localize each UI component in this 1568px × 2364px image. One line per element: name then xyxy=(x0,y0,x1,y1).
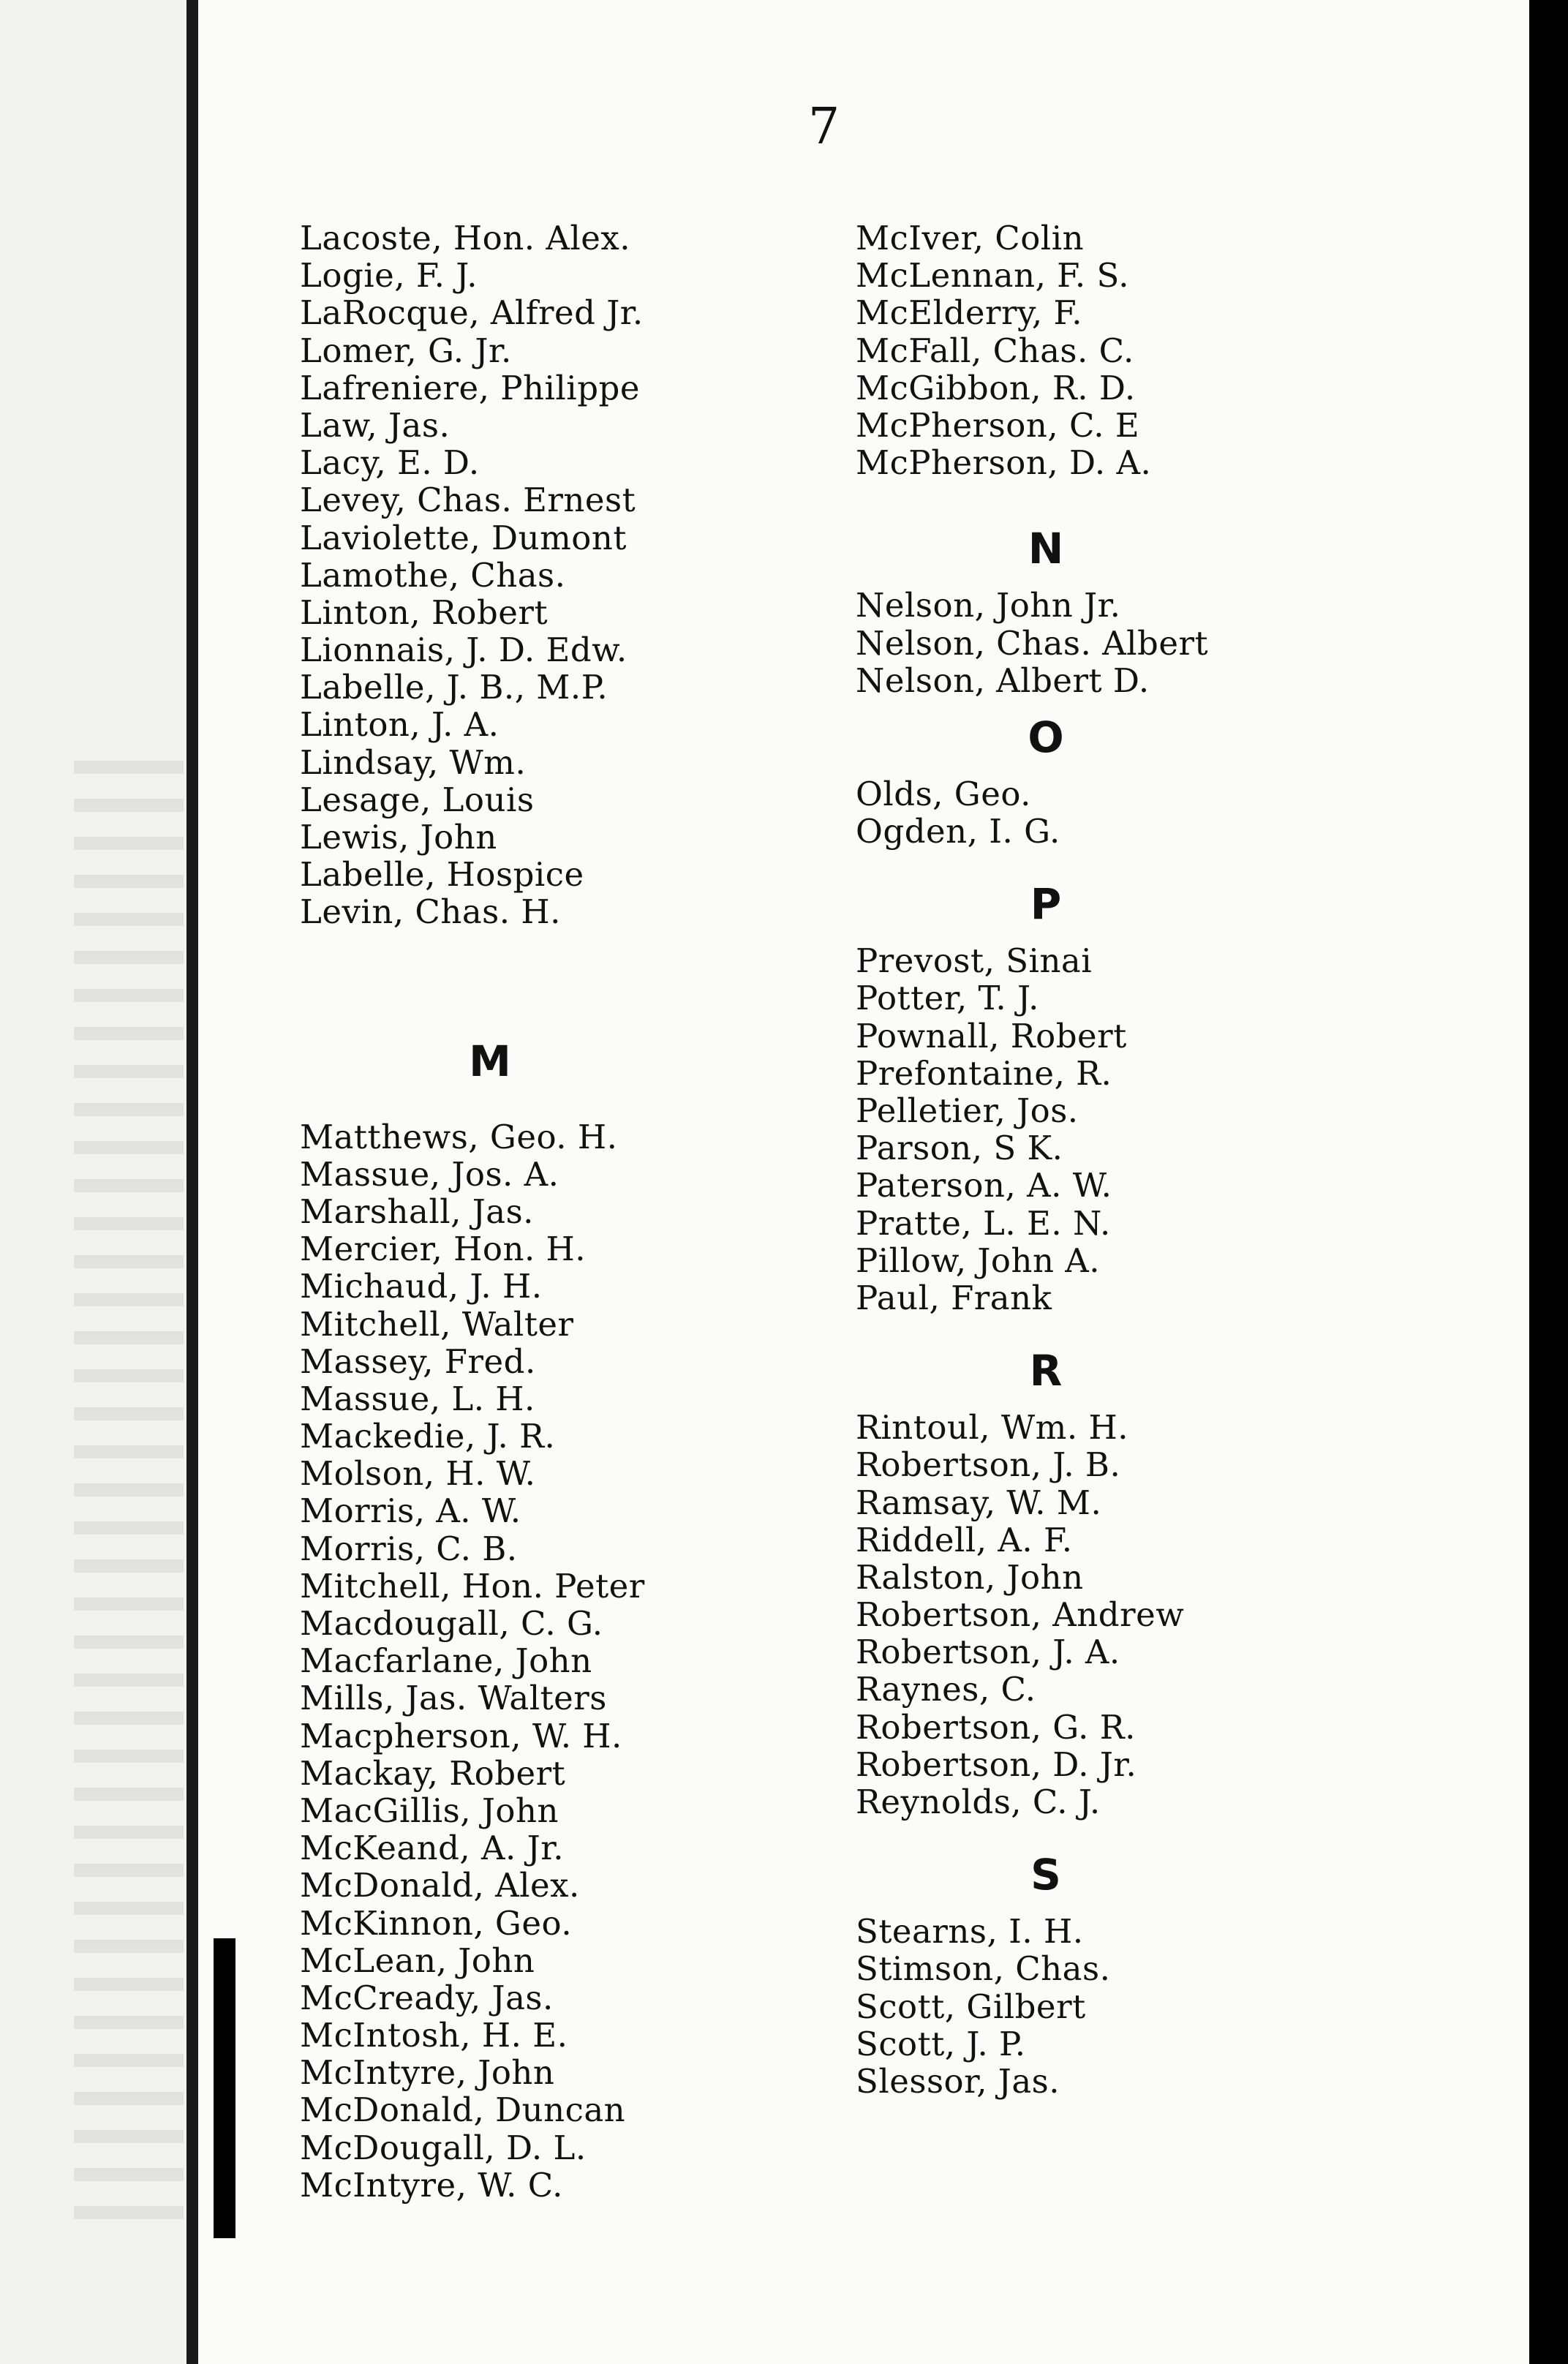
list-item: Lacy, E. D. xyxy=(300,443,480,483)
list-item: McLean, John xyxy=(300,1940,535,1980)
list-item: McKinnon, Geo. xyxy=(300,1903,573,1943)
list-item: Nelson, John Jr. xyxy=(856,586,1121,625)
list-item: LaRocque, Alfred Jr. xyxy=(300,293,644,333)
list-item: Law, Jas. xyxy=(300,405,451,445)
list-item: Pelletier, Jos. xyxy=(856,1091,1079,1130)
list-item: Parson, S K. xyxy=(856,1129,1063,1168)
section-letter-p: P xyxy=(1030,879,1062,930)
list-item: Mercier, Hon. H. xyxy=(300,1230,587,1269)
list-item: McLennan, F. S. xyxy=(856,256,1130,296)
list-item: McIntyre, John xyxy=(300,2053,555,2093)
list-item: Ramsay, W. M. xyxy=(856,1483,1102,1522)
section-letter-m: M xyxy=(469,1036,511,1086)
list-item: Stearns, I. H. xyxy=(856,1912,1084,1951)
list-item: Robertson, D. Jr. xyxy=(856,1744,1137,1784)
list-item: Robertson, G. R. xyxy=(856,1707,1136,1747)
section-m xyxy=(300,1023,826,2204)
list-item: McDonald, Duncan xyxy=(300,2090,626,2130)
list-item: Prevost, Sinai xyxy=(856,941,1093,981)
facing-page-edge xyxy=(0,0,186,2364)
list-item: Robertson, J. A. xyxy=(856,1633,1120,1672)
list-item: Rintoul, Wm. H. xyxy=(856,1408,1128,1448)
list-item: McPherson, C. E xyxy=(856,405,1140,445)
list-item: McIntosh, H. E. xyxy=(300,2016,568,2055)
list-item: Pratte, L. E. N. xyxy=(856,1203,1111,1243)
list-item: Prefontaine, R. xyxy=(856,1053,1112,1093)
scan-right-edge xyxy=(1529,0,1568,2364)
list-item: Lafreniere, Philippe xyxy=(300,368,640,407)
list-item: Laviolette, Dumont xyxy=(300,518,627,557)
list-item: McIver, Colin xyxy=(856,219,1085,257)
section-r xyxy=(856,1333,1382,1821)
list-item: Lamothe, Chas. xyxy=(300,555,566,595)
list-item: Logie, F. J. xyxy=(300,256,478,296)
list-item: Raynes, C. xyxy=(856,1670,1036,1709)
list-item: Pillow, John A. xyxy=(856,1241,1101,1280)
list-item: Massue, Jos. A. xyxy=(300,1154,559,1194)
list-item: Nelson, Albert D. xyxy=(856,660,1150,700)
list-item: Macdougall, C. G. xyxy=(300,1604,603,1643)
list-item: Pownall, Robert xyxy=(856,1016,1127,1055)
list-item: Marshall, Jas. xyxy=(300,1192,534,1231)
list-item: Lacoste, Hon. Alex. xyxy=(300,219,631,257)
list-item: Scott, J. P. xyxy=(856,2024,1026,2063)
list-item: Macpherson, W. H. xyxy=(300,1716,622,1755)
list-item: McDougall, D. L. xyxy=(300,2128,587,2167)
section-mc xyxy=(856,219,1382,481)
section-letter-r: R xyxy=(1029,1346,1063,1396)
list-item: Ogden, I. G. xyxy=(856,812,1060,851)
list-item: Ralston, John xyxy=(856,1557,1084,1597)
page-number: 7 xyxy=(808,98,840,156)
section-s xyxy=(856,1837,1382,2100)
list-item: Nelson, Chas. Albert xyxy=(856,623,1209,663)
left-column xyxy=(300,219,826,2204)
list-item: Lewis, John xyxy=(300,818,497,857)
list-item: Mills, Jas. Walters xyxy=(300,1679,607,1718)
list-item: McDonald, Alex. xyxy=(300,1866,580,1905)
list-item: Lionnais, J. D. Edw. xyxy=(300,630,627,670)
list-item: Massey, Fred. xyxy=(300,1341,536,1381)
list-item: Stimson, Chas. xyxy=(856,1949,1111,1989)
list-item: McCready, Jas. xyxy=(300,1978,554,2017)
list-item: Lomer, G. Jr. xyxy=(300,331,512,370)
list-item: Olds, Geo. xyxy=(856,774,1031,813)
section-o xyxy=(856,699,1382,850)
list-item: Mitchell, Walter xyxy=(300,1304,574,1344)
list-item: McGibbon, R. D. xyxy=(856,368,1136,407)
list-item: McIntyre, W. C. xyxy=(300,2165,563,2205)
list-item: Massue, L. H. xyxy=(300,1379,535,1418)
list-item: Michaud, J. H. xyxy=(300,1267,543,1306)
book-gutter xyxy=(186,0,198,2364)
list-item: Mackay, Robert xyxy=(300,1753,566,1793)
list-item: MacGillis, John xyxy=(300,1791,559,1830)
list-item: Lesage, Louis xyxy=(300,780,535,819)
list-item: Reynolds, C. J. xyxy=(856,1783,1101,1821)
list-item: Paterson, A. W. xyxy=(856,1166,1112,1205)
list-item: Robertson, J. B. xyxy=(856,1445,1121,1485)
list-item: Scott, Gilbert xyxy=(856,1987,1086,2026)
list-item: Levin, Chas. H. xyxy=(300,892,561,932)
list-item: Linton, Robert xyxy=(300,592,549,632)
section-letter-o: O xyxy=(1028,712,1064,762)
section-p xyxy=(856,866,1382,1317)
list-item: Potter, T. J. xyxy=(856,979,1039,1018)
section-letter-s: S xyxy=(1030,1850,1061,1900)
list-item: McKeand, A. Jr. xyxy=(300,1829,565,1868)
list-item: McFall, Chas. C. xyxy=(856,331,1134,370)
list-item: Molson, H. W. xyxy=(300,1454,536,1494)
gutter-shadow xyxy=(214,1938,235,2238)
list-item: McPherson, D. A. xyxy=(856,443,1152,483)
list-item: Labelle, J. B., M.P. xyxy=(300,668,608,707)
list-item: Riddell, A. F. xyxy=(856,1520,1073,1559)
list-item: Paul, Frank xyxy=(856,1278,1052,1317)
section-l xyxy=(300,219,826,931)
list-item: Labelle, Hospice xyxy=(300,855,584,895)
list-item: Levey, Chas. Ernest xyxy=(300,481,636,520)
section-n xyxy=(856,511,1382,699)
list-item: Linton, J. A. xyxy=(300,705,500,745)
right-column xyxy=(856,219,1382,2100)
list-item: McElderry, F. xyxy=(856,293,1083,333)
list-item: Robertson, Andrew xyxy=(856,1595,1185,1635)
list-item: Mackedie, J. R. xyxy=(300,1417,556,1456)
list-item: Slessor, Jas. xyxy=(856,2061,1060,2101)
list-item: Morris, A. W. xyxy=(300,1491,521,1531)
list-item: Lindsay, Wm. xyxy=(300,742,527,782)
list-item: Macfarlane, John xyxy=(300,1641,592,1681)
list-item: Morris, C. B. xyxy=(300,1529,518,1568)
list-item: Mitchell, Hon. Peter xyxy=(300,1566,645,1606)
list-item: Matthews, Geo. H. xyxy=(300,1117,618,1156)
section-letter-n: N xyxy=(1028,524,1064,574)
